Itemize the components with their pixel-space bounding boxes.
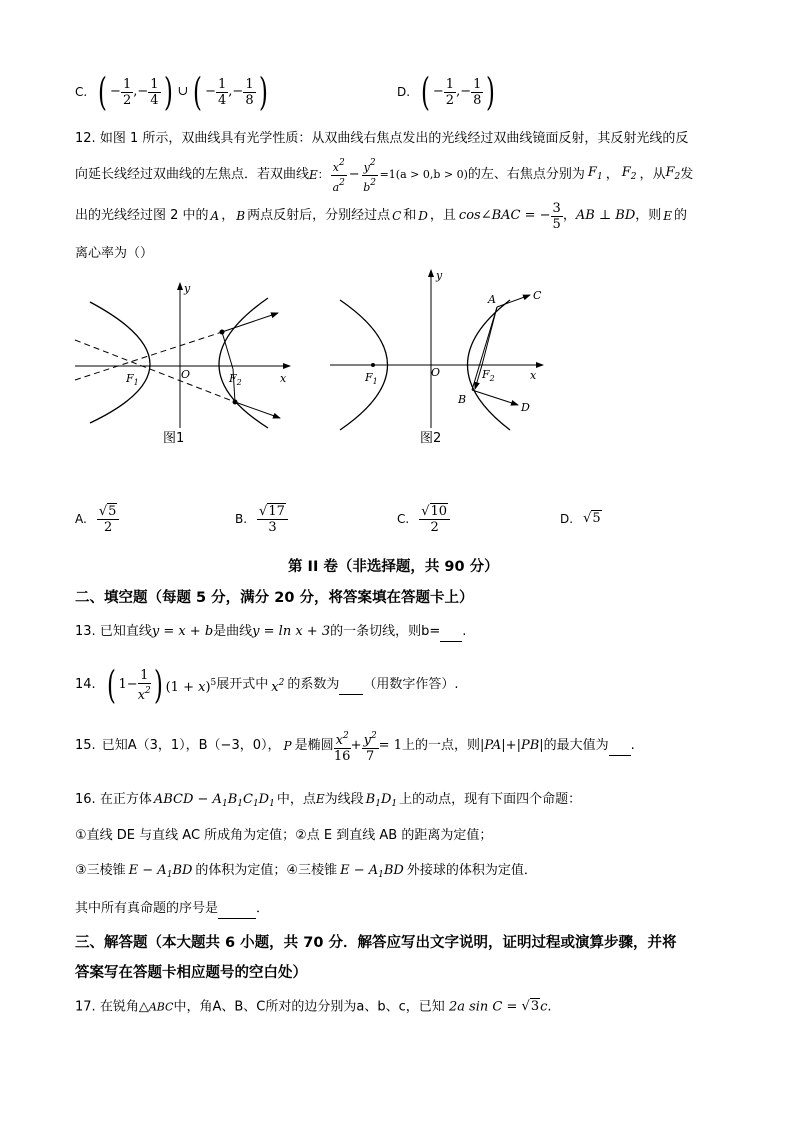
fig2-label-f2: $F_2$ (482, 368, 495, 383)
q14: 14. ( 1− $\frac{1}{x^2}$ ) $(1 + x)^5$ 展开式中 $x^2$ 的系数为 （用数字作答）. (75, 663, 459, 707)
fig1-ray-a (222, 313, 278, 332)
fig2-label-y: y (436, 269, 443, 282)
fig1-point-a (220, 330, 225, 335)
q12-line2: 向延长线经过双曲线的左焦点．若双曲线 E ： $\frac{x^2}{a^2}$ − $\frac{y^2}{b^2}$ =1(a > 0,b > 0) 的左、右焦点分别为 $F_1$ ， $F_2$ ，从 $F_2$ 发 (75, 157, 694, 194)
fig2-label-x: x (530, 369, 537, 382)
fig2-label-d: D (521, 401, 530, 414)
fig1-right-branch (219, 298, 268, 428)
fig2-point-f1 (371, 363, 375, 367)
section-2-title: 二、填空题（每题 5 分，满分 20 分，将答案填在答题卡上） (75, 590, 474, 606)
q13: 13. 已知直线y = x + b是曲线y = ln x + 3的一条切线，则b= . (75, 623, 466, 642)
q16-line4: 其中所有真命题的序号是 ． (75, 900, 269, 919)
q15-answer-blank[interactable] (609, 737, 631, 756)
q16-line2: ①直线 DE 与直线 AC 所成角为定值；②点 E 到直线 AB 的距离为定值； (75, 828, 493, 843)
figure-1 (70, 278, 300, 440)
q15: 15. 已知 A（3，1）， B（−3，0）， P 是椭圆 $\frac{x^2}{16}$ + $\frac{y^2}{7}$ = 1 上的一点，则 |PA|+|PB| 的最大值为 . (75, 730, 635, 764)
fig2-seg-f2a (482, 307, 497, 365)
fig1-label-y: y (184, 282, 191, 295)
q12-choice-c[interactable]: C. $\frac{√10}{2}$ (397, 500, 450, 538)
q16-answer-blank[interactable] (218, 900, 256, 919)
fig2-label-f1: $F_1$ (365, 371, 378, 386)
part-2-title: 第 II 卷（非选择题，共 90 分） (288, 559, 499, 575)
fig2-label-c: C (533, 289, 542, 302)
q14-answer-blank[interactable] (339, 676, 363, 695)
q13-answer-blank[interactable] (440, 623, 462, 642)
q16-line1: 16. 在正方体 ABCD − $A_1B_1C_1D_1$ 中，点E为线段 $B_1D_1$ 上的动点，现有下面四个命题： (75, 792, 582, 809)
section-3-title-line1: 三、解答题（本大题共 6 小题，共 70 分．解答应写出文字说明，证明过程或演算步骤，并将 (75, 935, 677, 951)
q11-choice-c[interactable]: C. ( − $\frac{1}{2}$ ,− $\frac{1}{4}$ ) ∪ ( − $\frac{1}{4}$ ,− $\frac{1}{8}$ ) (75, 70, 268, 114)
q12-line3: 出的光线经过图 2 中的 A ， B 两点反射后，分别经过点 C 和 D ，且 cos∠BAC = − $\frac{3}{5}$ ， AB ⊥ BD ，则 E 的 (75, 200, 688, 232)
fig2-ray-c (497, 295, 530, 307)
figure-2-caption: 图2 (420, 431, 442, 446)
fig1-label-o: O (181, 368, 191, 381)
q12-choice-d[interactable]: D. √5 (560, 511, 601, 526)
fig1-ray-b (235, 402, 280, 418)
q12-choice-b[interactable]: B. $\frac{√17}{3}$ (235, 500, 288, 538)
q11-choice-d[interactable]: D. ( − $\frac{1}{2}$ ,− $\frac{1}{8}$ ) (397, 70, 496, 114)
fig2-label-o: O (431, 366, 441, 379)
q16-line3: ③三棱锥 $E - A_1BD$ 的体积为定值；④三棱锥 $E - A_1BD$ 外接球的体积为定值． (75, 863, 537, 880)
choice-label: D. (397, 85, 411, 99)
fig2-label-a: A (488, 293, 496, 306)
q12-choice-a[interactable]: A. $\frac{√5}{2}$ (75, 500, 119, 538)
q12-line1: 12. 如图 1 所示，双曲线具有光学性质：从双曲线右焦点发出的光线经过双曲线镜面反射，其反射光线的反 (75, 131, 689, 146)
fig1-dashed-lower (75, 340, 235, 402)
fig1-label-f1: $F_1$ (126, 372, 139, 387)
section-3-title-line2: 答案写在答题卡相应题号的空白处） (75, 965, 307, 981)
q12-line4: 离心率为（） (75, 246, 154, 261)
fig1-point-b (233, 400, 238, 405)
fig2-label-b: B (458, 393, 467, 406)
fig1-label-f2: $F_2$ (229, 372, 242, 387)
figure-2 (325, 265, 555, 440)
fig1-left-branch (90, 302, 150, 423)
q17: 17. 在锐角△ABC中，角A、B、C所对的边分别为a、b、c，已知 2a sin C = √3c. (75, 999, 552, 1015)
fig1-label-x: x (280, 372, 287, 385)
choice-label: C. (75, 85, 88, 99)
figure-1-caption: 图1 (163, 431, 185, 446)
